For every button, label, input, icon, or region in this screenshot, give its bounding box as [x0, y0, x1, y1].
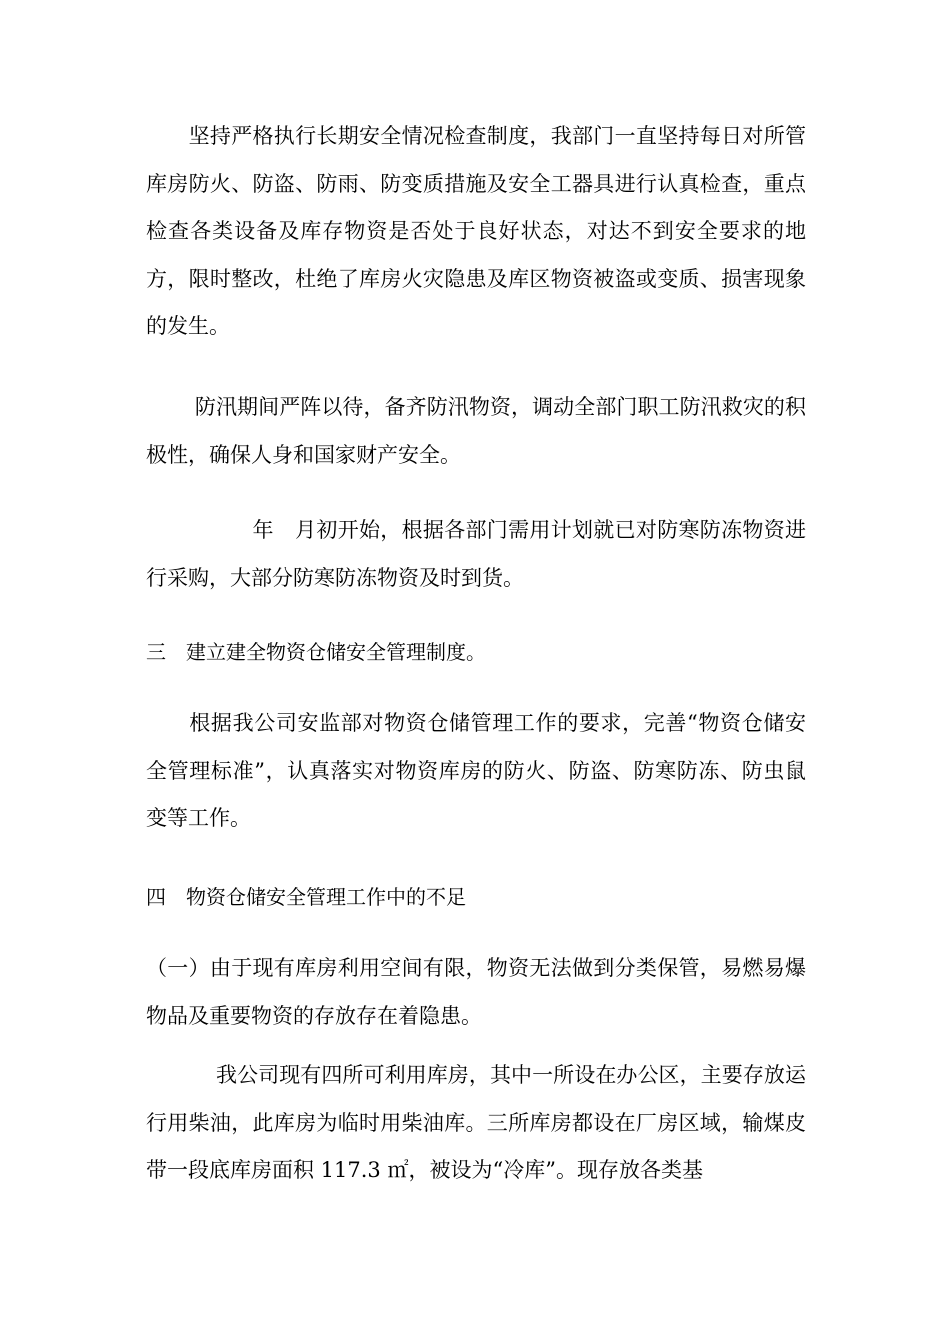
paragraph-safety-inspection: 坚持严格执行长期安全情况检查制度，我部门一直坚持每日对所管库房防火、防盗、防雨、防变质措施及安全工器具进行认真检查，重点检查各类设备及库存物资是否处于良好状态，对达不到安全要求的地方，限时整改，杜绝了库房火灾隐患及库区物资被盗或变质、损害现象的发生。 [146, 124, 806, 338]
section-heading-four: 四 物资仓储安全管理工作中的不足 [146, 885, 466, 909]
paragraph-warehouse-description: 我公司现有四所可利用库房，其中一所设在办公区，主要存放运行用柴油，此库房为临时用柴油库。三所库房都设在厂房区域，输煤皮带一段底库房面积 117.3 ㎡，被设为“冷库”。现存放各类基 [146, 1063, 806, 1182]
section-heading-three: 三 建立建全物资仓储安全管理制度。 [146, 640, 486, 664]
paragraph-management-standard: 根据我公司安监部对物资仓储管理工作的要求，完善“物资仓储安全管理标准”，认真落实对物资库房的防火、防盗、防寒防冻、防虫鼠变等工作。 [146, 711, 806, 830]
paragraph-storage-space: （一）由于现有库房利用空间有限，物资无法做到分类保管，易燃易爆物品及重要物资的存放存在着隐患。 [146, 956, 806, 1028]
paragraph-flood-prevention: 防汛期间严阵以待，备齐防汛物资，调动全部门职工防汛救灾的积极性，确保人身和国家财产安全。 [146, 395, 806, 467]
paragraph-cold-protection: 年 月初开始，根据各部门需用计划就已对防寒防冻物资进行采购，大部分防寒防冻物资及时到货。 [146, 518, 806, 590]
